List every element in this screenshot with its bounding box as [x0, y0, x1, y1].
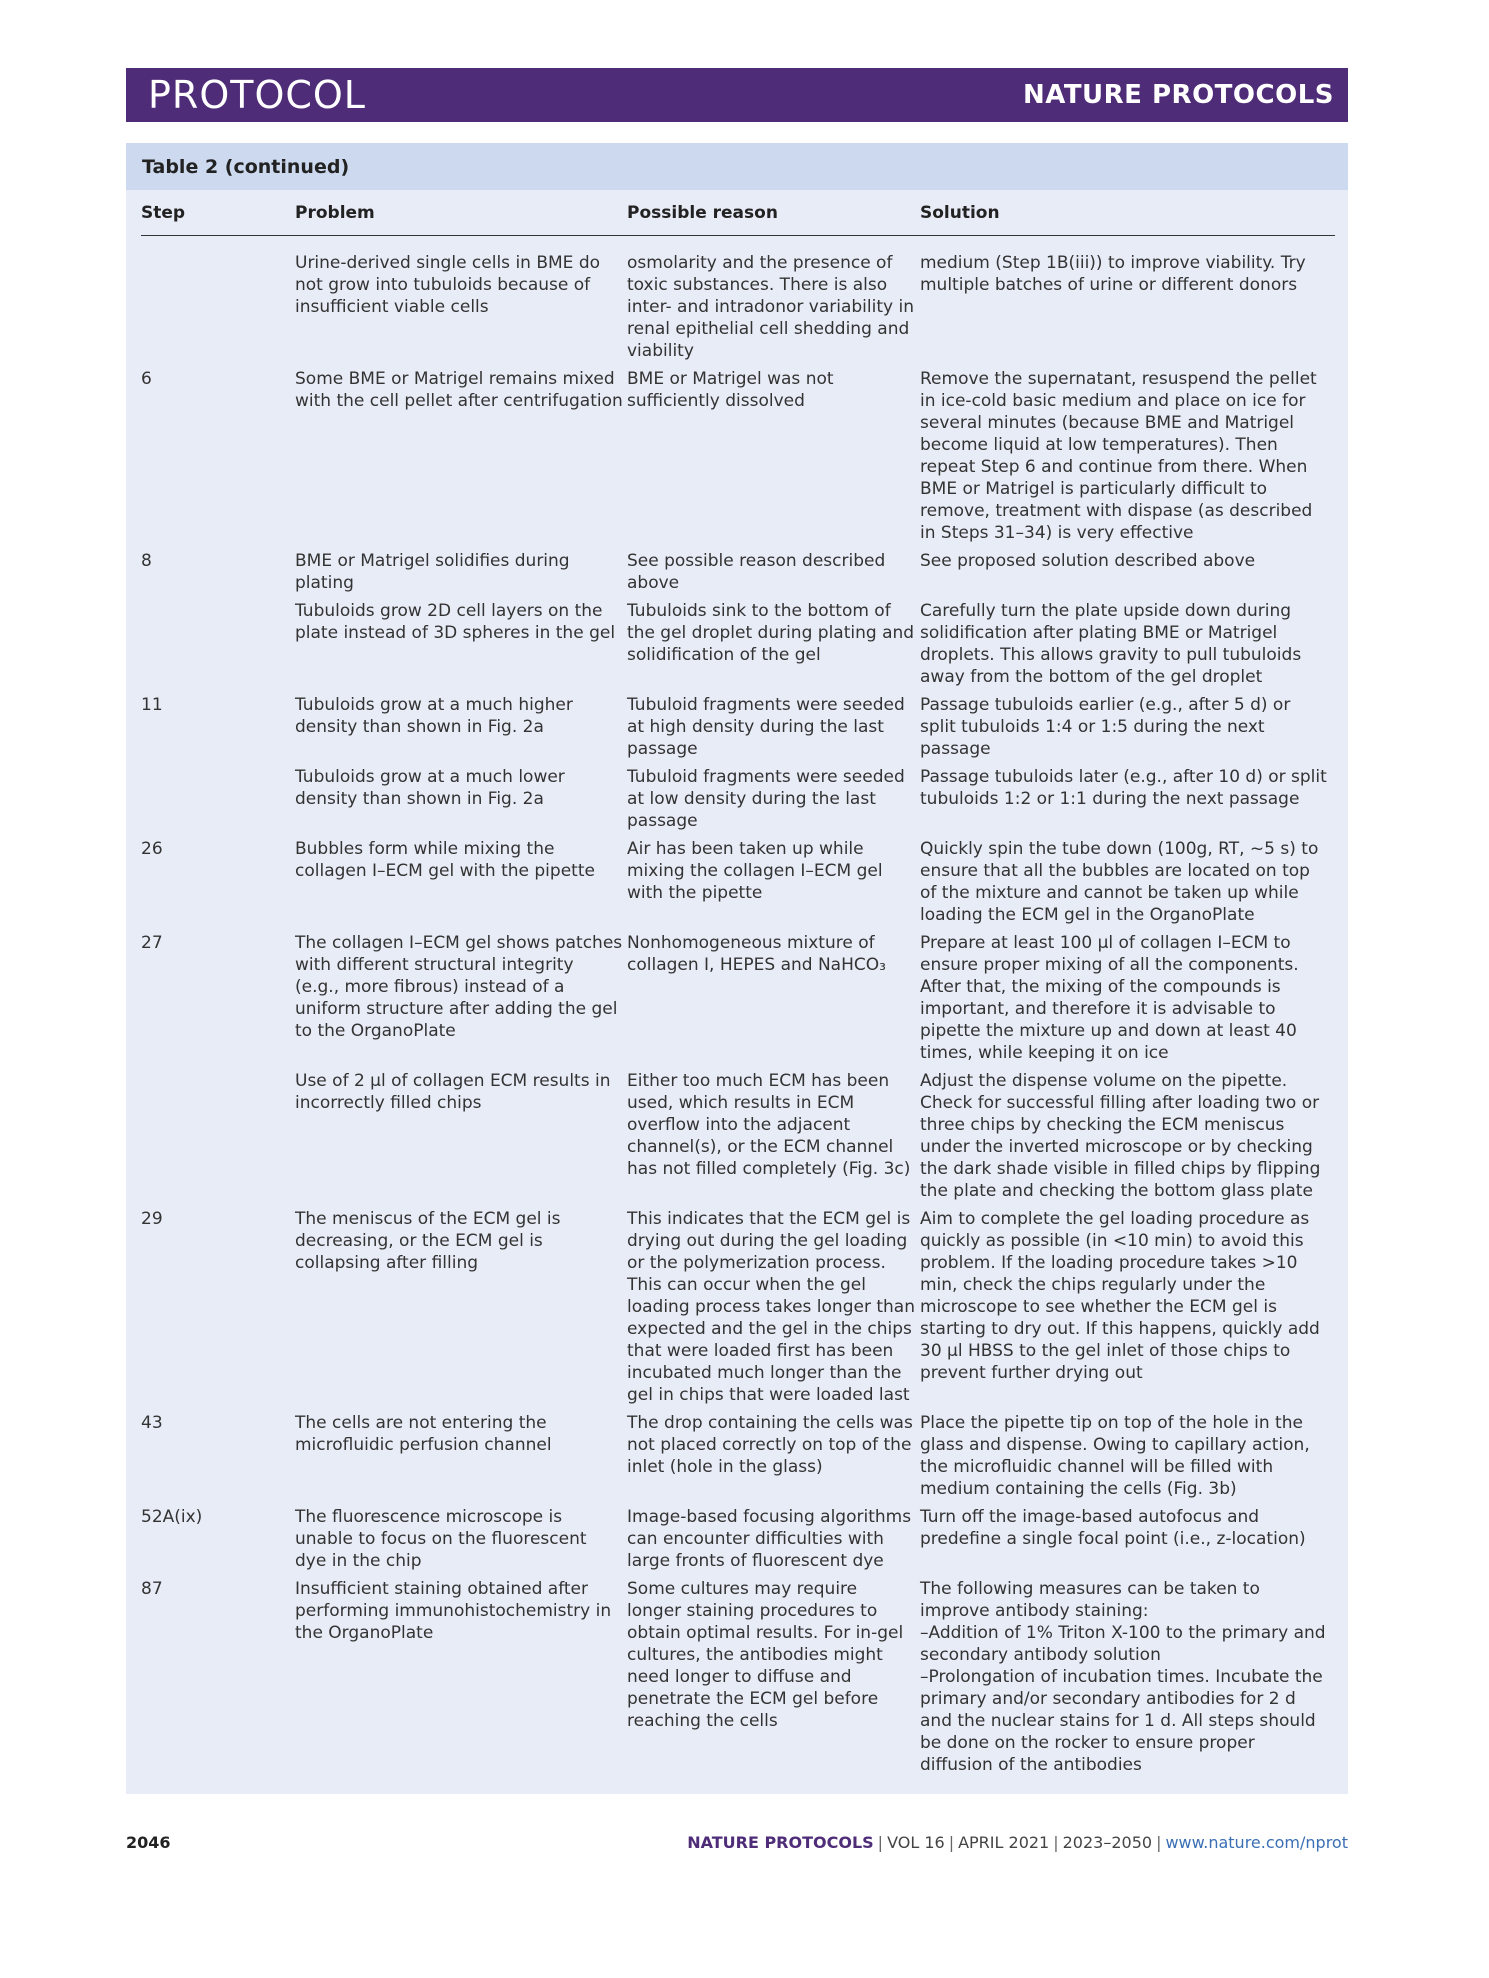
step-cell: 52A(ix) [141, 1507, 203, 1527]
solution-cell: Aim to complete the gel loading procedure as quickly as possible (in <10 min) to avoid this problem. If the loading procedure takes >10 min, check the chips regularly under the microscope to see whether the ECM gel is starting to dry out. If this happens, quickly add 30 μl HBSS to the gel inlet of those chips to prevent further drying out [920, 1209, 1320, 1383]
header-reason: Possible reason [627, 202, 778, 223]
step-cell: 6 [141, 369, 152, 389]
solution-cell: Carefully turn the plate upside down during solidification after plating BME or Matrigel droplets. This allows gravity to pull tubuloids away from the bottom of the gel droplet [920, 601, 1302, 687]
footer-volume: VOL 16 [887, 1832, 945, 1852]
reason-cell: Either too much ECM has been used, which results in ECM overflow into the adjacent channel(s), or the ECM channel has not filled completely (Fig. 3c) [627, 1071, 911, 1179]
header-step: Step [141, 202, 186, 223]
table-row [141, 1506, 1335, 1572]
troubleshooting-table [126, 143, 1348, 1794]
table-header-row [141, 190, 1335, 236]
solution-cell: Place the pipette tip on top of the hole in the glass and dispense. Owing to capillary action, the microfluidic channel will be filled with medium containing the cells (Fig. 3b) [920, 1413, 1310, 1499]
reason-cell: See possible reason described above [627, 551, 886, 593]
reason-cell: This indicates that the ECM gel is drying out during the gel loading or the polymerization process. This can occur when the gel loading process takes longer than expected and the gel in the chips that were loaded first has been incubated much longer than the gel in chips that were loaded last [627, 1209, 915, 1405]
footer-journal: NATURE PROTOCOLS [687, 1832, 874, 1852]
reason-cell: Some cultures may require longer staining procedures to obtain optimal results. For in-gel cultures, the antibodies might need longer to diffuse and penetrate the ECM gel before reaching the cells [627, 1579, 904, 1731]
table-row [141, 1578, 1335, 1776]
header-problem: Problem [295, 202, 375, 223]
reason-cell: BME or Matrigel was not sufficiently dissolved [627, 369, 834, 411]
reason-cell: Air has been taken up while mixing the collagen I–ECM gel with the pipette [627, 839, 883, 903]
solution-cell: Quickly spin the tube down (100g, RT, ~5 s) to ensure that all the bubbles are located on top of the mixture and cannot be taken up while loading the ECM gel in the OrganoPlate [920, 839, 1319, 925]
problem-cell: Tubuloids grow at a much higher density than shown in Fig. 2a [295, 695, 573, 737]
solution-cell: Turn off the image-based autofocus and predefine a single focal point (i.e., z-location) [920, 1507, 1306, 1549]
problem-cell: Tubuloids grow 2D cell layers on the plate instead of 3D spheres in the gel [295, 601, 616, 643]
step-cell: 43 [141, 1413, 163, 1433]
step-cell [141, 252, 295, 362]
table-row [141, 766, 1335, 832]
problem-cell: Bubbles form while mixing the collagen I–ECM gel with the pipette [295, 839, 595, 881]
page-footer [126, 1830, 1348, 1854]
solution-cell: Passage tubuloids earlier (e.g., after 5 d) or split tubuloids 1:4 or 1:5 during the next passage [920, 695, 1291, 759]
table-row [141, 1208, 1335, 1406]
footer-url[interactable]: www.nature.com/nprot [1165, 1832, 1348, 1852]
table-row [141, 1070, 1335, 1202]
step-cell [141, 600, 295, 688]
problem-cell: Tubuloids grow at a much lower density than shown in Fig. 2a [295, 767, 565, 809]
table-row [141, 550, 1335, 594]
problem-cell: The fluorescence microscope is unable to focus on the fluorescent dye in the chip [295, 1507, 587, 1571]
footer-pages: 2023–2050 [1062, 1832, 1153, 1852]
table-row [141, 252, 1335, 362]
table-body [141, 190, 1335, 1782]
reason-cell: Tubuloid fragments were seeded at low density during the last passage [627, 767, 905, 831]
problem-cell: Use of 2 μl of collagen ECM results in incorrectly filled chips [295, 1071, 611, 1113]
section-label: PROTOCOL [148, 73, 366, 117]
step-cell [141, 766, 295, 832]
solution-cell: See proposed solution described above [920, 551, 1256, 571]
table-row [141, 838, 1335, 926]
step-cell: 11 [141, 695, 163, 715]
problem-cell: Urine-derived single cells in BME do not grow into tubuloids because of insufficient viable cells [295, 253, 601, 317]
step-cell: 8 [141, 551, 152, 571]
step-cell: 87 [141, 1579, 163, 1599]
solution-cell: Adjust the dispense volume on the pipette. Check for successful filling after loading two or three chips by checking the ECM meniscus under the inverted microscope or by checking the dark shade visible in filled chips by flipping the plate and checking the bottom glass plate [920, 1071, 1321, 1201]
journal-name: NATURE PROTOCOLS [1022, 80, 1334, 110]
solution-cell: The following measures can be taken to improve antibody staining: –Addition of 1% Triton X-100 to the primary and secondary antibody solution –Prolongation of incubation times. Incubate the primary and/or secondary antibodies for 2 d and the nuclear stains for 1 d. All steps should be done on the rocker to ensure proper diffusion of the antibodies [920, 1579, 1326, 1775]
footer-citation: NATURE PROTOCOLS | VOL 16 | APRIL 2021 | 2023–2050 | www.nature.com/nprot [687, 1832, 1348, 1852]
problem-cell: Insufficient staining obtained after performing immunohistochemistry in the OrganoPlate [295, 1579, 612, 1643]
problem-cell: BME or Matrigel solidifies during plating [295, 551, 570, 593]
reason-cell: Nonhomogeneous mixture of collagen I, HEPES and NaHCO₃ [627, 933, 886, 975]
solution-cell: medium (Step 1B(iii)) to improve viability. Try multiple batches of urine or different donors [920, 253, 1306, 295]
page-header [126, 68, 1348, 122]
step-cell [141, 1070, 295, 1202]
page-number: 2046 [126, 1832, 171, 1852]
reason-cell: Tubuloid fragments were seeded at high density during the last passage [627, 695, 905, 759]
solution-cell: Remove the supernatant, resuspend the pellet in ice-cold basic medium and place on ice for several minutes (because BME and Matrigel become liquid at low temperatures). Then repeat Step 6 and continue from there. When BME or Matrigel is particularly difficult to remove, treatment with dispase (as described in Steps 31–34) is very effective [920, 369, 1317, 543]
reason-cell: The drop containing the cells was not placed correctly on top of the inlet (hole in the glass) [627, 1413, 913, 1477]
table-row [141, 600, 1335, 688]
solution-cell: Passage tubuloids later (e.g., after 10 d) or split tubuloids 1:2 or 1:1 during the next passage [920, 767, 1327, 809]
reason-cell: Tubuloids sink to the bottom of the gel droplet during plating and solidification of the gel [627, 601, 915, 665]
problem-cell: The cells are not entering the microfluidic perfusion channel [295, 1413, 552, 1455]
problem-cell: The meniscus of the ECM gel is decreasing, or the ECM gel is collapsing after filling [295, 1209, 561, 1273]
step-cell: 29 [141, 1209, 163, 1229]
reason-cell: Image-based focusing algorithms can encounter difficulties with large fronts of fluorescent dye [627, 1507, 912, 1571]
table-row [141, 368, 1335, 544]
table-row [141, 1412, 1335, 1500]
header-solution: Solution [920, 202, 1000, 223]
step-cell: 26 [141, 839, 163, 859]
table-row [141, 932, 1335, 1064]
problem-cell: Some BME or Matrigel remains mixed with the cell pellet after centrifugation [295, 369, 623, 411]
step-cell: 27 [141, 933, 163, 953]
reason-cell: osmolarity and the presence of toxic substances. There is also inter- and intradonor variability in renal epithelial cell shedding and viability [627, 253, 914, 361]
table-row [141, 694, 1335, 760]
table-rows [141, 236, 1335, 1776]
problem-cell: The collagen I–ECM gel shows patches with different structural integrity (e.g., more fibrous) instead of a uniform structure after adding the gel to the OrganoPlate [295, 933, 623, 1041]
footer-date: APRIL 2021 [958, 1832, 1050, 1852]
solution-cell: Prepare at least 100 μl of collagen I–ECM to ensure proper mixing of all the components. After that, the mixing of the compounds is important, and therefore it is advisable to pipette the mixture up and down at least 40 times, while keeping it on ice [920, 933, 1299, 1063]
table-caption: Table 2 (continued) [126, 143, 1348, 190]
